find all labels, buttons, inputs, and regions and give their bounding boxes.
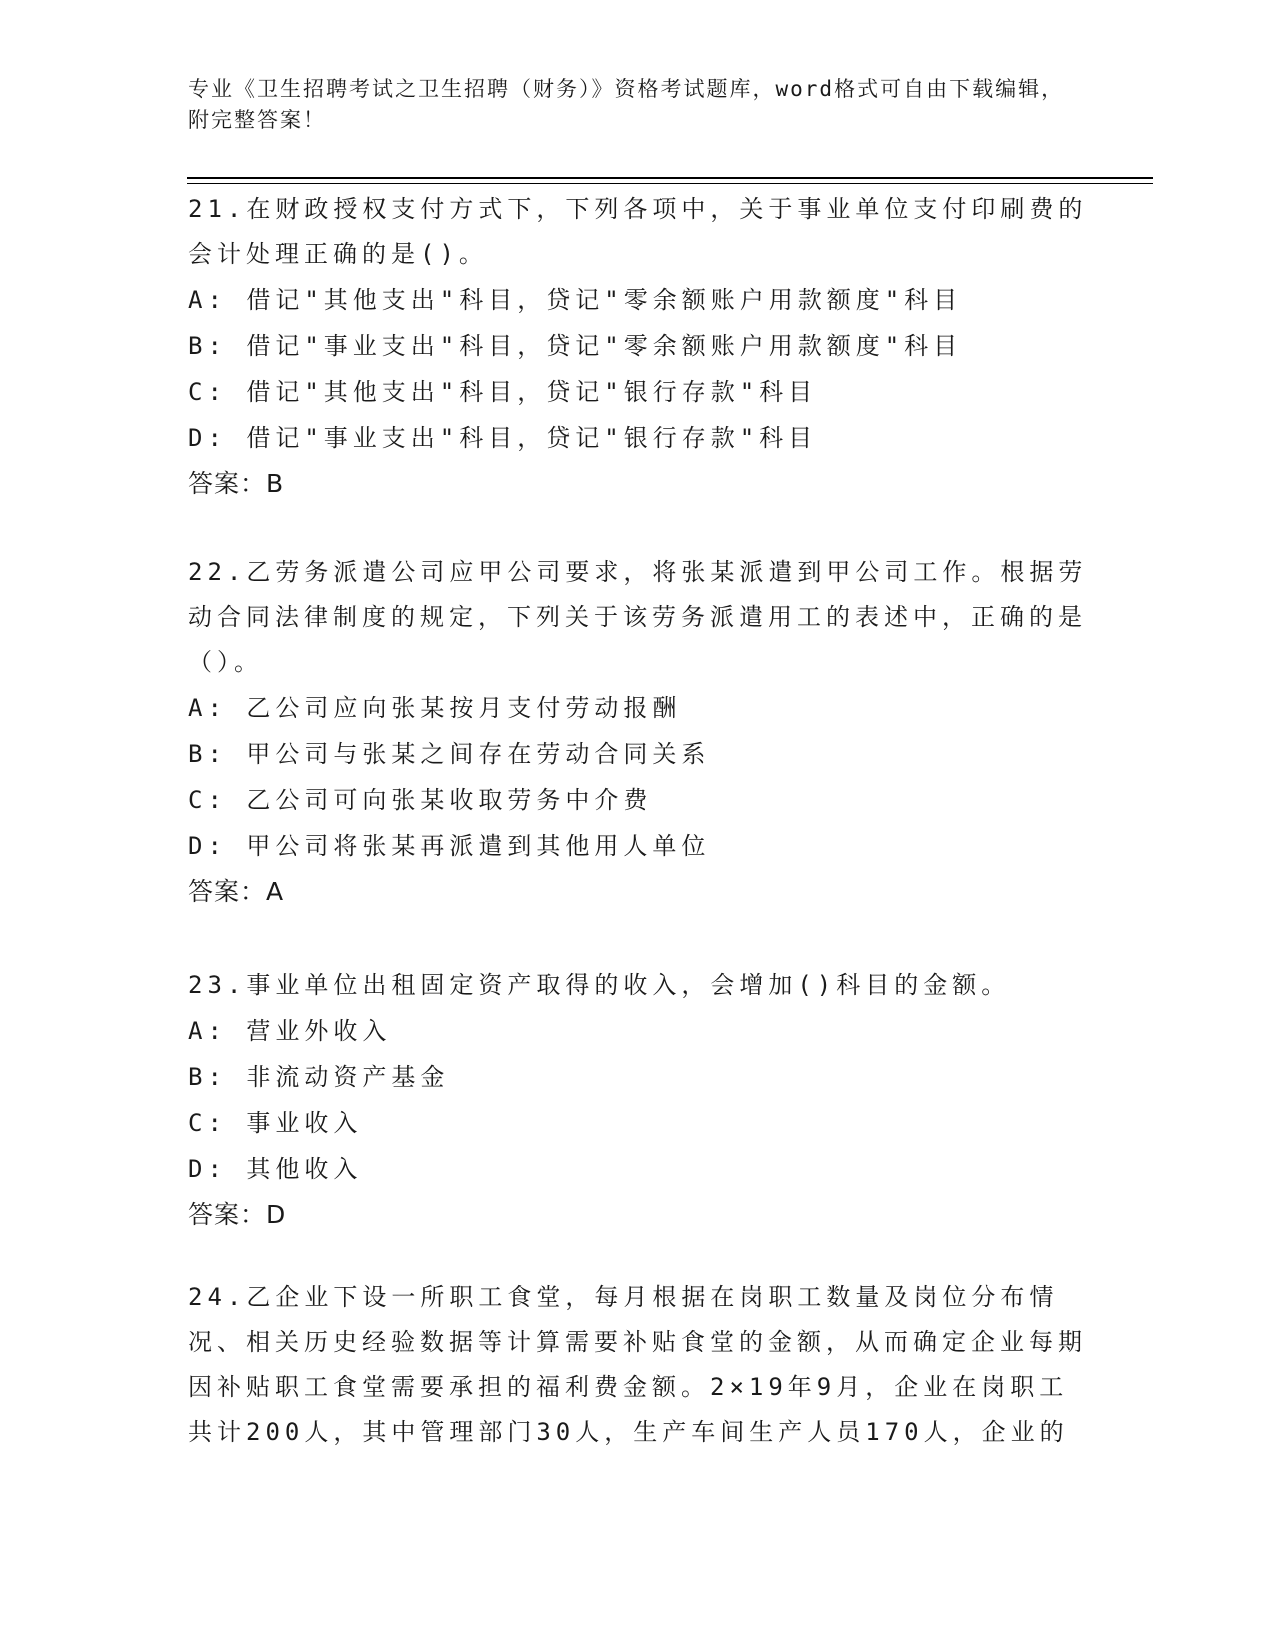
question-stem: 22.乙劳务派遣公司应甲公司要求，将张某派遣到甲公司工作。根据劳动合同法律制度的规定，下列关于该劳务派遣用工的表述中，正确的是（）。: [188, 558, 1088, 676]
question-21: [188, 187, 1088, 507]
question-24: [188, 1275, 1088, 1455]
option-d: D: 其他收入: [188, 1155, 363, 1183]
answer: 答案：A: [188, 877, 285, 906]
option-a: A: 借记"其他支出"科目，贷记"零余额账户用款额度"科目: [188, 286, 963, 314]
option-b: B: 甲公司与张某之间存在劳动合同关系: [188, 740, 711, 768]
question-22: [188, 550, 1088, 915]
question-stem: 24.乙企业下设一所职工食堂，每月根据在岗职工数量及岗位分布情况、相关历史经验数据等计算需要补贴食堂的金额，从而确定企业每期因补贴职工食堂需要承担的福利费金额。2×19年9月，企业在岗职工共计200人，其中管理部门30人，生产车间生产人员170人，企业的: [188, 1283, 1087, 1446]
option-b: B: 借记"事业支出"科目，贷记"零余额账户用款额度"科目: [188, 332, 963, 360]
option-d: D: 借记"事业支出"科目，贷记"银行存款"科目: [188, 424, 818, 452]
answer: 答案：B: [188, 469, 285, 498]
header-text: 专业《卫生招聘考试之卫生招聘（财务）》资格考试题库，word格式可自由下载编辑，附完整答案！: [188, 77, 1065, 132]
option-b: B: 非流动资产基金: [188, 1063, 450, 1091]
header-divider-thick: [187, 177, 1153, 179]
option-d: D: 甲公司将张某再派遣到其他用人单位: [188, 832, 711, 860]
question-stem: 21.在财政授权支付方式下，下列各项中，关于事业单位支付印刷费的会计处理正确的是()。: [188, 195, 1088, 268]
option-c: C: 乙公司可向张某收取劳务中介费: [188, 786, 653, 814]
answer: 答案：D: [188, 1200, 287, 1229]
option-a: A: 乙公司应向张某按月支付劳动报酬: [188, 694, 682, 722]
option-c: C: 事业收入: [188, 1109, 363, 1137]
document-header: [188, 74, 1068, 136]
option-a: A: 营业外收入: [188, 1017, 392, 1045]
question-stem: 23.事业单位出租固定资产取得的收入，会增加()科目的金额。: [188, 971, 1011, 999]
header-divider-thin: [187, 183, 1153, 184]
option-c: C: 借记"其他支出"科目，贷记"银行存款"科目: [188, 378, 818, 406]
question-23: [188, 963, 1088, 1238]
